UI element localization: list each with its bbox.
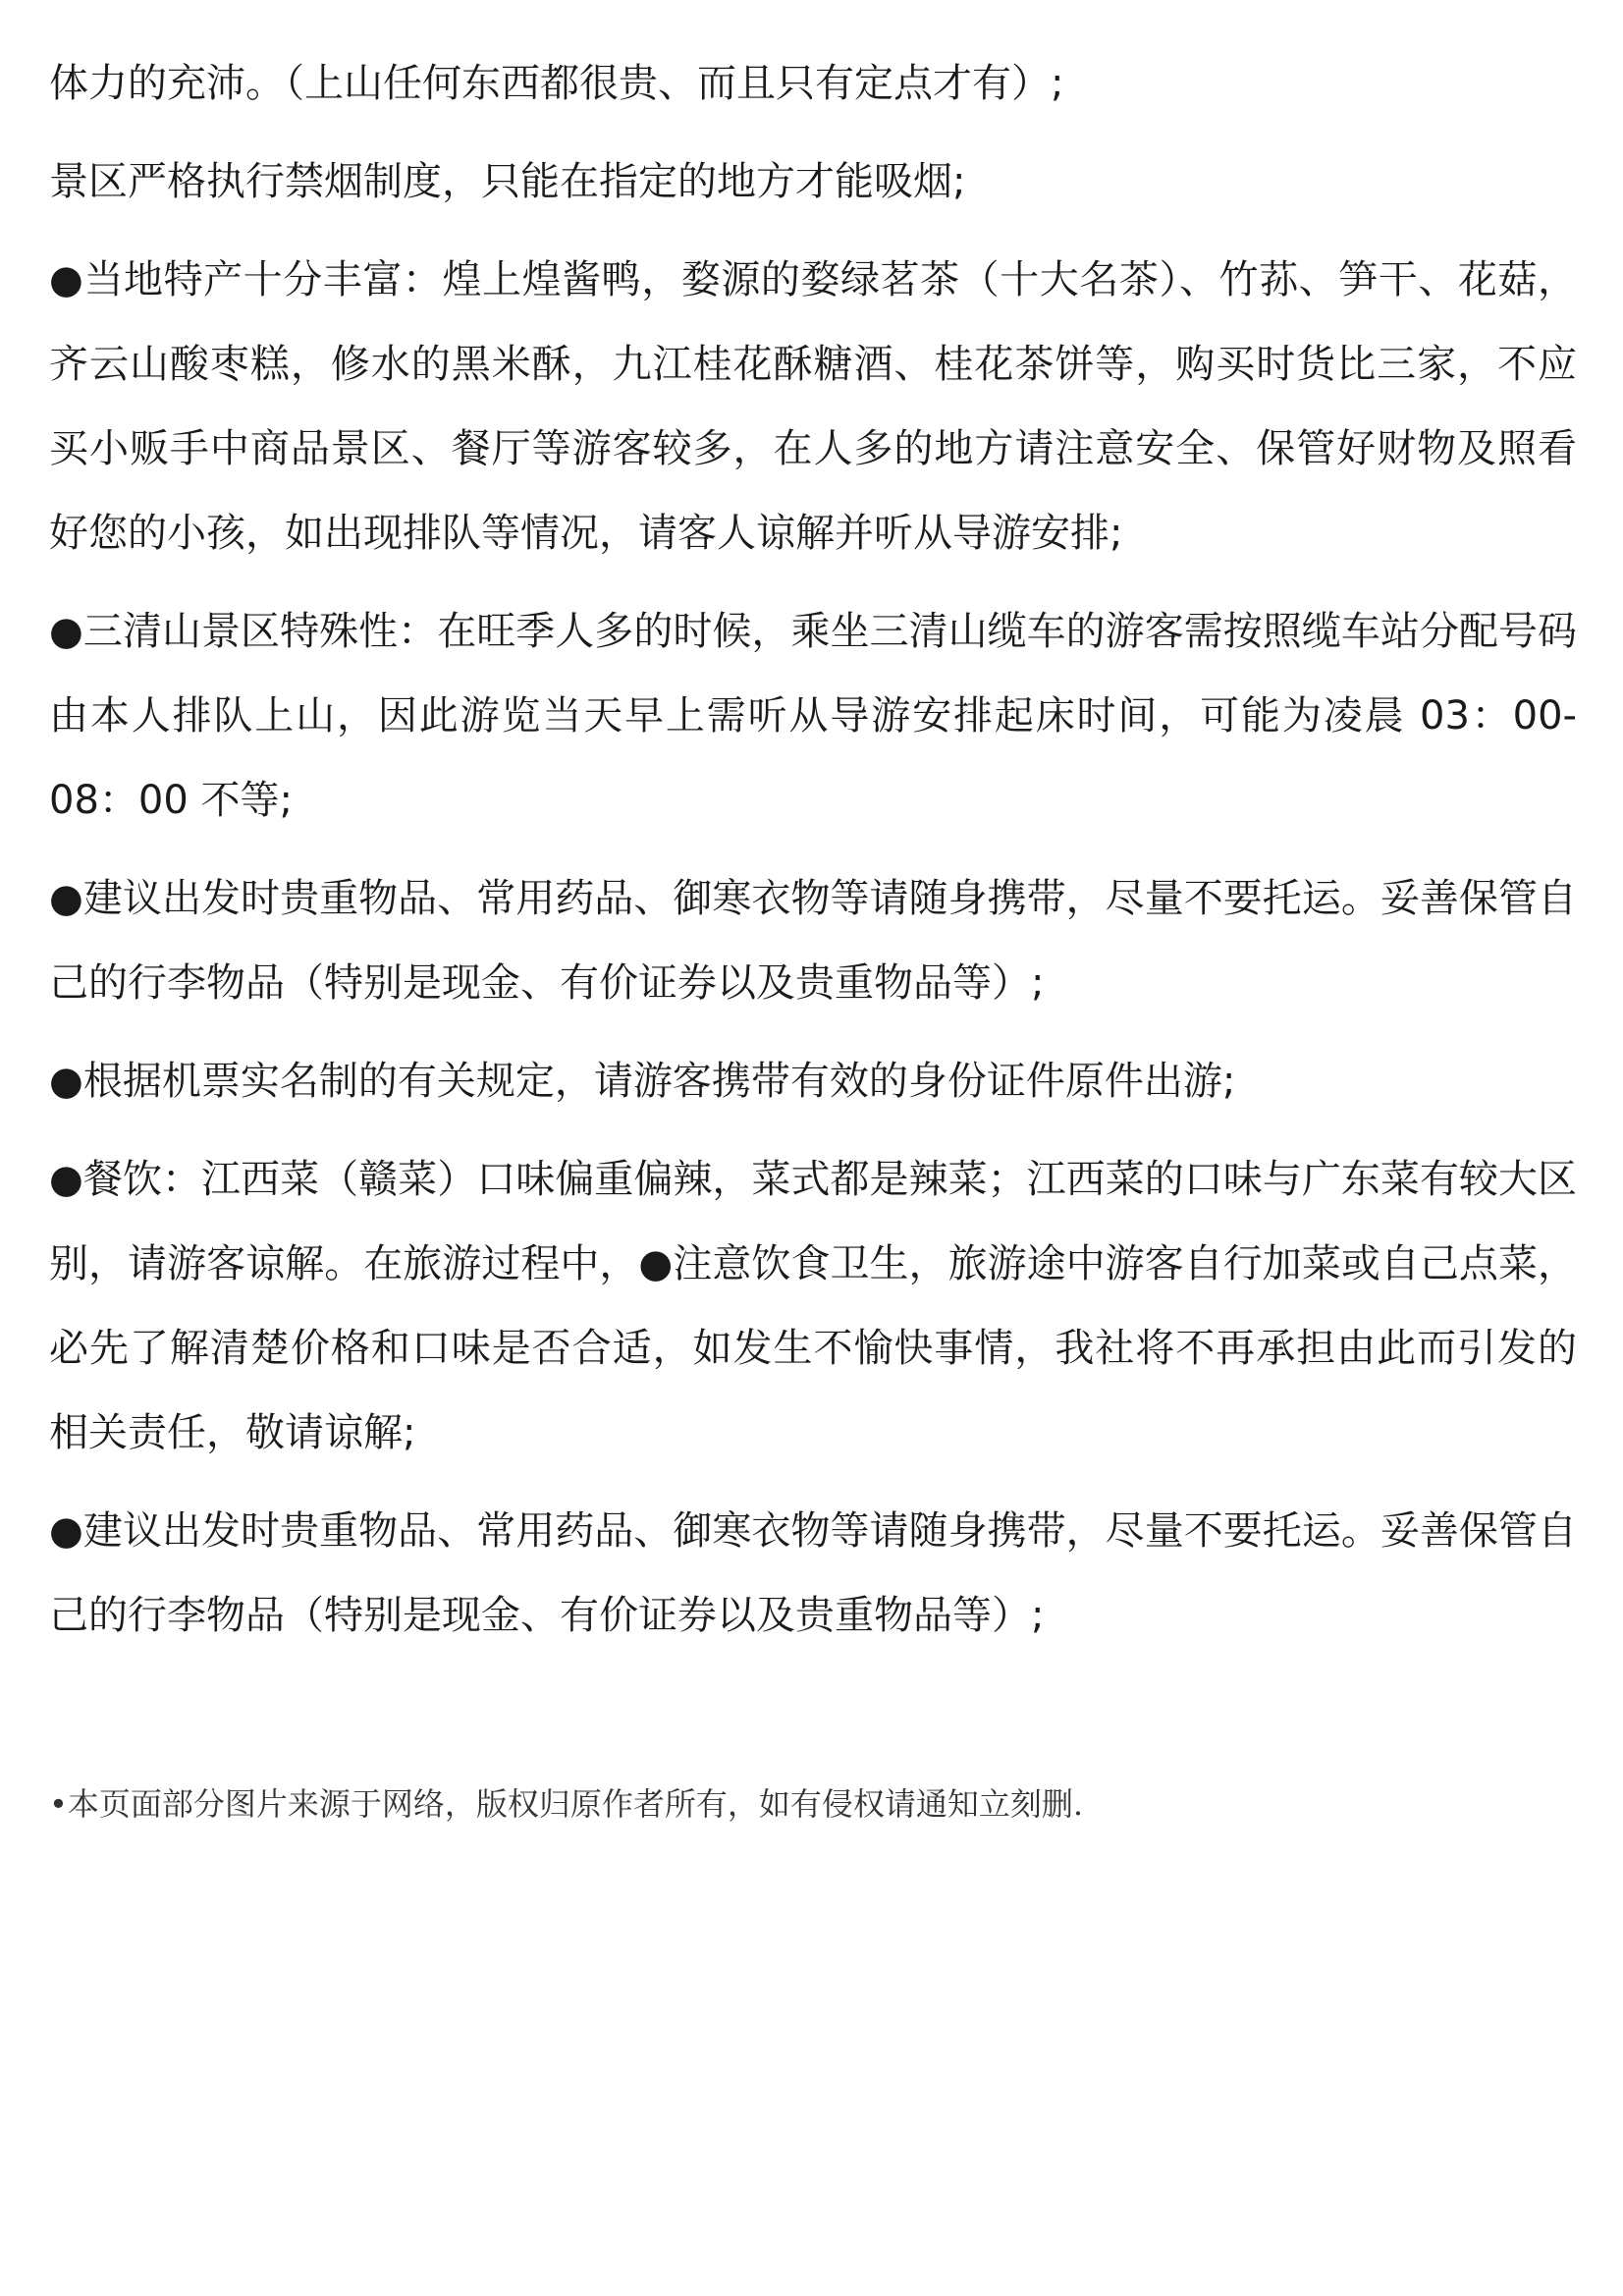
paragraph-stamina-note: 体力的充沛。（上山任何东西都很贵、而且只有定点才有）; bbox=[49, 61, 1064, 106]
document-body bbox=[49, 41, 1577, 1671]
copyright-footnote: •本页面部分图片来源于网络，版权归原作者所有，如有侵权请通知立刻删. bbox=[49, 1785, 1084, 1823]
paragraph-dining-note: ●餐饮：江西菜（赣菜）口味偏重偏辣，菜式都是辣菜；江西菜的口味与广东菜有较大区别，请游客谅解。在旅游过程中，●注意饮食卫生，旅游途中游客自行加菜或自己点菜，必先了解清楚价格和口味是否合适，如发生不愉快事情，我社将不再承担由此而引发的相关责任，敬请谅解; bbox=[49, 1157, 1577, 1455]
paragraph-local-specialties: ●当地特产十分丰富：煌上煌酱鸭，婺源的婺绿茗茶（十大名茶）、竹荪、笋干、花菇，齐云山酸枣糕，修水的黑米酥，九江桂花酥糖酒、桂花茶饼等，购买时货比三家，不应买小贩手中商品景区、餐厅等游客较多，在人多的地方请注意安全、保管好财物及照看好您的小孩，如出现排队等情况，请客人谅解并听从导游安排; bbox=[49, 257, 1577, 556]
paragraph-sanqingshan-special: ●三清山景区特殊性：在旺季人多的时候，乘坐三清山缆车的游客需按照缆车站分配号码由本人排队上山，因此游览当天早上需听从导游安排起床时间，可能为凌晨 03：00-08：00 不等; bbox=[49, 609, 1577, 823]
paragraph-valuables-advice: ●建议出发时贵重物品、常用药品、御寒衣物等请随身携带，尽量不要托运。妥善保管自己的行李物品（特别是现金、有价证券以及贵重物品等）; bbox=[49, 876, 1577, 1006]
paragraph-smoking-rule: 景区严格执行禁烟制度，只能在指定的地方才能吸烟; bbox=[49, 159, 966, 204]
paragraph-id-requirement: ●根据机票实名制的有关规定，请游客携带有效的身份证件原件出游; bbox=[49, 1059, 1236, 1104]
paragraph-valuables-advice-repeat: ●建议出发时贵重物品、常用药品、御寒衣物等请随身携带，尽量不要托运。妥善保管自己的行李物品（特别是现金、有价证券以及贵重物品等）; bbox=[49, 1508, 1577, 1638]
